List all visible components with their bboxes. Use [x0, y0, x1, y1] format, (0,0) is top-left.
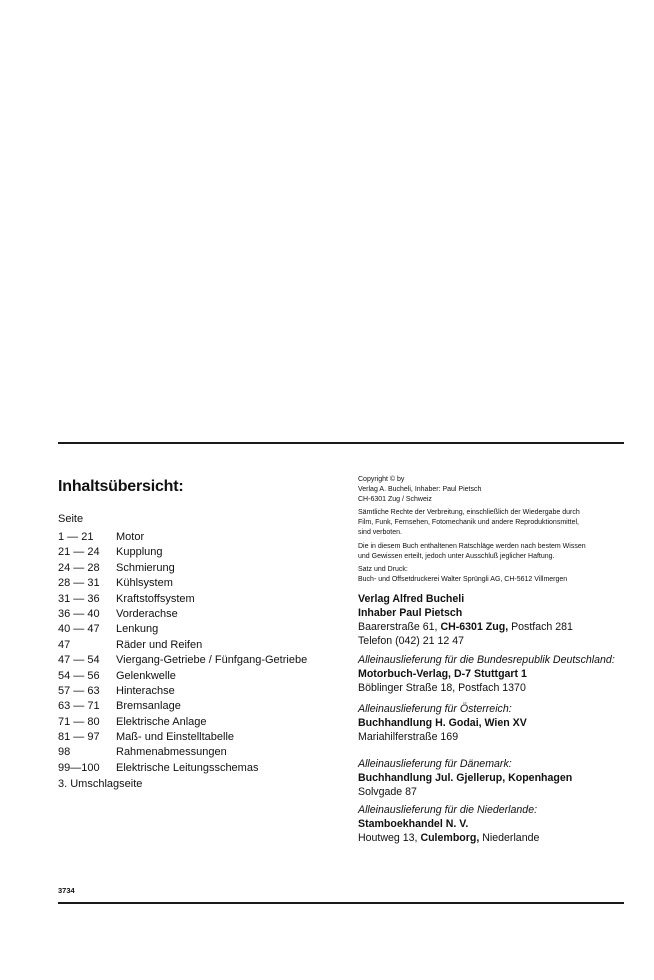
distributor-address: Böblinger Straße 18, Postfach 1370	[358, 681, 526, 694]
distributor-name: Buchhandlung Jul. Gjellerup, Kopenhagen	[358, 771, 573, 784]
printer-line: Buch- und Offsetdruckerei Walter Sprüngli AG, CH-5612 Villmergen	[358, 576, 568, 584]
toc-entry	[58, 730, 338, 745]
toc-heading: Inhaltsübersicht:	[58, 478, 184, 495]
toc-entry	[58, 669, 338, 684]
publisher-phone: Telefon (042) 21 12 47	[358, 634, 465, 647]
toc-entry-pages: 31 — 36	[58, 592, 100, 605]
distributor-austria	[358, 702, 628, 744]
toc-entry	[58, 592, 338, 607]
toc-entry-pages: 99—100	[58, 761, 100, 774]
address-city: CH-6301 Zug,	[440, 620, 509, 633]
address-post: Niederlande	[479, 831, 540, 844]
toc-entry	[58, 653, 338, 668]
toc-entry-title: Bremsanlage	[116, 700, 181, 713]
toc-entry-pages: 21 — 24	[58, 546, 100, 559]
toc-entry-pages: 71 — 80	[58, 715, 100, 728]
distributor-name: Motorbuch-Verlag, D-7 Stuttgart 1	[358, 667, 527, 680]
toc-entry-title: Viergang-Getriebe / Fünfgang-Getriebe	[116, 654, 308, 667]
toc-entry-title: Schmierung	[116, 561, 175, 574]
toc-entry-pages: 57 — 63	[58, 684, 100, 697]
address-street: Baarerstraße 61,	[358, 620, 441, 633]
toc-entry	[58, 530, 338, 545]
toc-last-line: 3. Umschlagseite	[58, 778, 143, 791]
toc-entry	[58, 745, 338, 760]
toc-entry-title: Kraftstoffsystem	[116, 592, 195, 605]
distributor-heading: Alleinauslieferung für die Niederlande:	[358, 803, 538, 816]
toc-entry	[58, 684, 338, 699]
page-number: 3734	[58, 886, 75, 895]
toc-entry-title: Maß- und Einstelltabelle	[116, 731, 235, 744]
publisher-owner: Inhaber Paul Pietsch	[358, 606, 463, 619]
table-of-contents	[58, 478, 338, 793]
publisher-name: Verlag Alfred Bucheli	[358, 592, 465, 605]
toc-entry-title: Hinterachse	[116, 684, 175, 697]
distributor-denmark	[358, 757, 628, 799]
advice-line-2: und Gewissen erteilt, jedoch unter Ausschluß jeglicher Haftung.	[358, 552, 555, 560]
toc-entry-title: Räder und Reifen	[116, 638, 203, 651]
distributor-netherlands	[358, 803, 628, 845]
toc-entry-pages: 28 — 31	[58, 577, 100, 590]
toc-entry-title: Motor	[116, 531, 145, 543]
distributor-address: Solvgade 87	[358, 785, 417, 798]
toc-entry-pages: 98	[58, 746, 71, 759]
toc-entry-title: Vorderachse	[116, 607, 178, 620]
rights-line-2: Film, Funk, Fernsehen, Fotomechanik und andere Reproduktionsmittel,	[358, 519, 579, 527]
rights-line-1: Sämtliche Rechte der Verbreitung, einschließlich der Wiedergabe durch	[358, 509, 580, 517]
distributor-name: Buchhandlung H. Godai, Wien XV	[358, 716, 527, 729]
toc-entry-pages: 47 — 54	[58, 654, 100, 667]
bottom-rule	[58, 902, 624, 904]
publisher-line: Verlag A. Bucheli, Inhaber: Paul Pietsch	[358, 485, 482, 493]
toc-entry	[58, 638, 338, 653]
distributor-address	[358, 831, 628, 845]
toc-entry-title: Kupplung	[116, 546, 163, 559]
distributor-name: Stamboekhandel N. V.	[358, 817, 469, 830]
print-label: Satz und Druck:	[358, 566, 408, 574]
toc-entry-title: Elektrische Anlage	[116, 715, 207, 728]
rights-line-3: sind verboten.	[358, 528, 402, 536]
address-city: Culemborg,	[420, 831, 480, 844]
toc-entry	[58, 761, 338, 776]
toc-entry	[58, 576, 338, 591]
imprint-column	[358, 475, 628, 845]
toc-entry-pages: 54 — 56	[58, 669, 100, 682]
toc-entry-pages: 24 — 28	[58, 561, 100, 574]
toc-entry	[58, 561, 338, 576]
top-rule	[58, 442, 624, 444]
toc-entry-pages: 36 — 40	[58, 607, 100, 620]
address-pre: Houtweg 13,	[358, 831, 421, 844]
toc-entry-title: Rahmenabmessungen	[116, 746, 227, 759]
toc-entry-pages: 63 — 71	[58, 700, 100, 713]
publisher-address	[358, 620, 628, 634]
toc-entry	[58, 715, 338, 730]
toc-entry	[58, 545, 338, 560]
publisher-block	[358, 592, 628, 648]
toc-entry	[58, 622, 338, 637]
toc-entry	[58, 607, 338, 622]
imprint-notice	[358, 475, 628, 585]
distributor-address: Mariahilferstraße 169	[358, 730, 459, 743]
advice-line-1: Die in diesem Buch enthaltenen Ratschläge werden nach bestem Wissen	[358, 542, 586, 550]
toc-entry-pages: 40 — 47	[58, 623, 100, 636]
distributor-heading: Alleinauslieferung für Österreich:	[358, 702, 512, 715]
distributor-heading: Alleinauslieferung für Dänemark:	[358, 757, 512, 770]
toc-entry-title: Gelenkwelle	[116, 669, 176, 682]
toc-entry-pages: 1 — 21	[58, 531, 94, 543]
toc-entry-title: Elektrische Leitungsschemas	[116, 761, 259, 774]
publisher-city: CH-6301 Zug / Schweiz	[358, 495, 432, 503]
distributor-heading: Alleinauslieferung für die Bundesrepublik Deutschland:	[358, 653, 615, 666]
copyright-line: Copyright © by	[358, 476, 405, 483]
address-rest: Postfach 281	[508, 620, 573, 633]
toc-entry-pages: 47	[58, 638, 71, 651]
toc-entry-pages: 81 — 97	[58, 731, 100, 744]
toc-list	[58, 530, 338, 776]
toc-entry-title: Kühlsystem	[116, 577, 173, 590]
toc-entry-title: Lenkung	[116, 623, 159, 636]
toc-entry	[58, 699, 338, 714]
seite-label: Seite	[58, 513, 84, 525]
distributor-germany	[358, 653, 628, 695]
